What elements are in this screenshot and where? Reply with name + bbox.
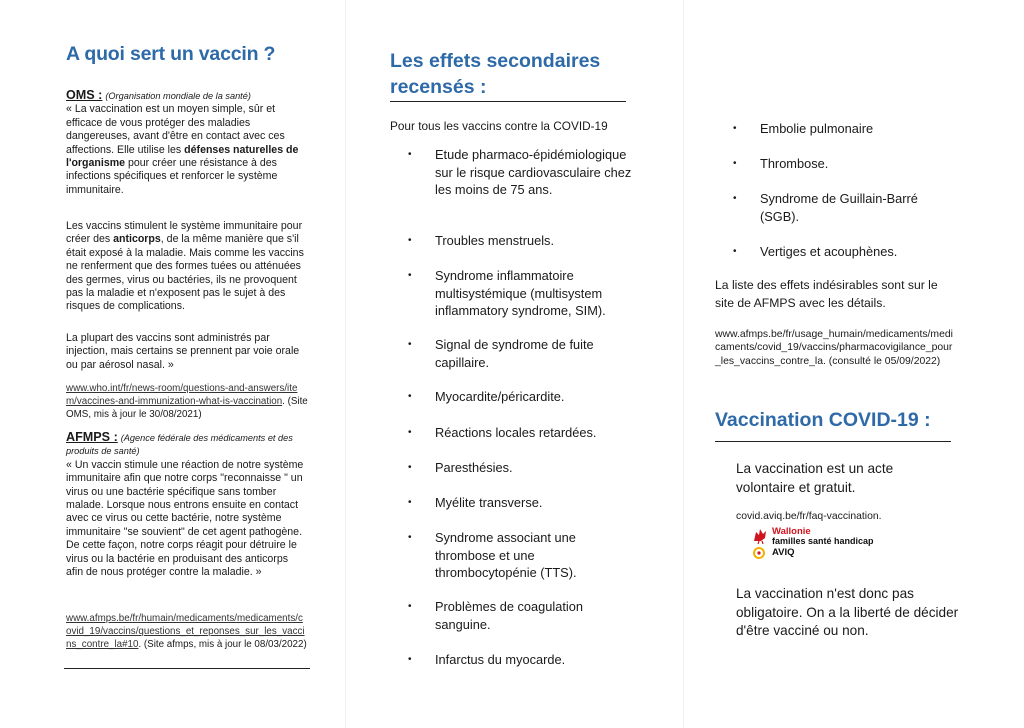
afmps-link[interactable]: www.afmps.be/fr/humain/medicaments/medicaments/covid_19/vaccins/questions_et_reponses_sur_les_vaccins_contre_la#10: [66, 613, 305, 650]
logo-text-aviq: AVIQ: [772, 547, 795, 558]
aviq-faq-link[interactable]: covid.aviq.be/fr/faq-vaccination.: [736, 511, 882, 522]
bullet-icon: •: [408, 235, 412, 246]
section-title-what-is-vaccine: A quoi sert un vaccin ?: [66, 43, 276, 65]
bullet-icon: •: [408, 532, 412, 543]
afmps-quote: « Un vaccin stimule une réaction de notre système immunitaire afin que notre corps "reconnaisse " un virus ou une bactérie spécifique sans tomber malade. Lorsque nous entrons ensuite en contact avec ce virus ou cette bactérie, notre système immunitaire "se souvient" de cet agent pathogène. De cette façon, notre corps réagit pour détruire le virus ou la bactérie en produisant des anticorps afin de nous protéger contre la maladie. »: [66, 458, 304, 579]
logo-text-subtitle: familles santé handicap: [772, 536, 874, 546]
oms-source: [66, 382, 308, 421]
list-item-text: Paresthésies.: [435, 460, 513, 475]
oms-paragraph-antibodies: [66, 220, 308, 314]
list-item-text: Embolie pulmonaire: [760, 121, 874, 136]
list-item-text: Problèmes de coagulation sanguine.: [435, 599, 583, 632]
list-item-text: Etude pharmaco-épidémiologique sur le risque cardiovasculaire chez les moins de 75 ans.: [435, 147, 632, 197]
oms-p2-bold: anticorps: [113, 233, 161, 246]
afmps-source: [66, 612, 308, 651]
list-item-text: Troubles menstruels.: [435, 233, 555, 248]
side-effects-title-underline: [390, 101, 626, 102]
bullet-icon: •: [733, 246, 737, 257]
oms-quote-text-2: pour créer une résistance à des infections spécifiques et renforcer le système immunitaire.: [66, 157, 278, 196]
aviq-mark-icon: [753, 547, 765, 559]
oms-p2-text-2: , de la même manière que s'il était exposé à la maladie. Mais comme les vaccins ne renferment que des formes tuées ou atténuées des germes, virus ou bactéries, ils ne provoquent pas la maladie et n'exposent pas le sujet à des risques de complications.: [66, 233, 304, 313]
fold-line-2: [683, 0, 684, 728]
list-item-text: Syndrome de Guillain-Barré (SGB).: [760, 191, 918, 224]
list-item-text: Signal de syndrome de fuite capillaire.: [435, 337, 594, 370]
afmps-section: [66, 431, 308, 579]
list-item-text: Syndrome associant une thrombose et une thrombocytopénie (TTS).: [435, 530, 577, 580]
bullet-icon: •: [408, 391, 412, 402]
oms-heading: [66, 89, 308, 103]
oms-quote-bold: défenses naturelles de l'organisme: [66, 143, 299, 170]
oms-full-name: (Organisation mondiale de la santé): [105, 91, 251, 101]
bullet-icon: •: [408, 339, 412, 350]
bullet-icon: •: [733, 193, 737, 204]
section-title-side-effects: Les effets secondaires recensés :: [390, 50, 601, 98]
list-item-text: Myocardite/péricardite.: [435, 389, 565, 404]
afmps-heading: [66, 431, 308, 459]
bullet-icon: •: [408, 654, 412, 665]
oms-name: OMS :: [66, 88, 103, 102]
bullet-icon: •: [733, 158, 737, 169]
list-item-text: Infarctus du myocarde.: [435, 652, 566, 667]
bullet-icon: •: [733, 123, 737, 134]
list-item-text: Vertiges et acouphènes.: [760, 244, 898, 259]
afmps-link-note: . (Site afmps, mis à jour le 08/03/2022): [138, 639, 307, 650]
oms-link-note: . (Site OMS, mis à jour le 30/08/2021): [66, 396, 308, 420]
conclusion-statement: La vaccination n'est donc pas obligatoire. On a la liberté de décider d'être vacciné ou non.: [736, 586, 959, 638]
voluntary-statement: La vaccination est un acte volontaire et gratuit.: [736, 461, 894, 495]
list-item-text: Syndrome inflammatoire multisystémique (multisystem inflammatory syndrome, SIM).: [435, 268, 606, 318]
section-title-vaccination: Vaccination COVID-19 :: [715, 409, 931, 431]
afmps-name: AFMPS :: [66, 430, 118, 444]
list-item-text: Myélite transverse.: [435, 495, 543, 510]
bullet-icon: •: [408, 462, 412, 473]
aviq-logo: [751, 526, 911, 560]
bullet-icon: •: [408, 149, 412, 160]
left-panel-divider: [64, 668, 310, 669]
wallonia-rooster-icon: [751, 526, 769, 544]
oms-p2-text-1: Les vaccins stimulent le système immunitaire pour créer des: [66, 220, 303, 246]
bullet-icon: •: [408, 270, 412, 281]
logo-text-wallonie: Wallonie: [772, 526, 811, 537]
afmps-full-name: (Agence fédérale des médicaments et des produits de santé): [66, 433, 293, 457]
vaccination-title-underline: [715, 441, 951, 442]
oms-link[interactable]: www.who.int/fr/news-room/questions-and-answers/item/vaccines-and-immunization-what-is-vaccination: [66, 383, 298, 407]
oms-section: [66, 89, 308, 197]
bullet-icon: •: [408, 497, 412, 508]
bullet-icon: •: [408, 601, 412, 612]
side-effects-intro: Pour tous les vaccins contre la COVID-19: [390, 119, 608, 133]
fold-line-1: [345, 0, 346, 728]
side-effects-list-note: La liste des effets indésirables sont sur le site de AFMPS avec les détails.: [715, 278, 938, 310]
oms-quote: [66, 103, 308, 197]
afmps-pharmacovigilance-source: www.afmps.be/fr/usage_humain/medicaments/medicaments/covid_19/vaccins/pharmacovigilance_pour_les_vaccins_contre_la. (consulté le 05/09/2022): [715, 329, 953, 367]
oms-paragraph-administration: La plupart des vaccins sont administrés par injection, mais certains se prennent par voie orale ou par aérosol nasal. »: [66, 332, 300, 371]
oms-quote-text-1: « La vaccination est un moyen simple, sûr et efficace de vous protéger des maladies dangereuses, avant d'être en contact avec ces affections. Elle utilise les: [66, 103, 285, 156]
bullet-icon: •: [408, 427, 412, 438]
list-item-text: Thrombose.: [760, 156, 829, 171]
list-item-text: Réactions locales retardées.: [435, 425, 597, 440]
